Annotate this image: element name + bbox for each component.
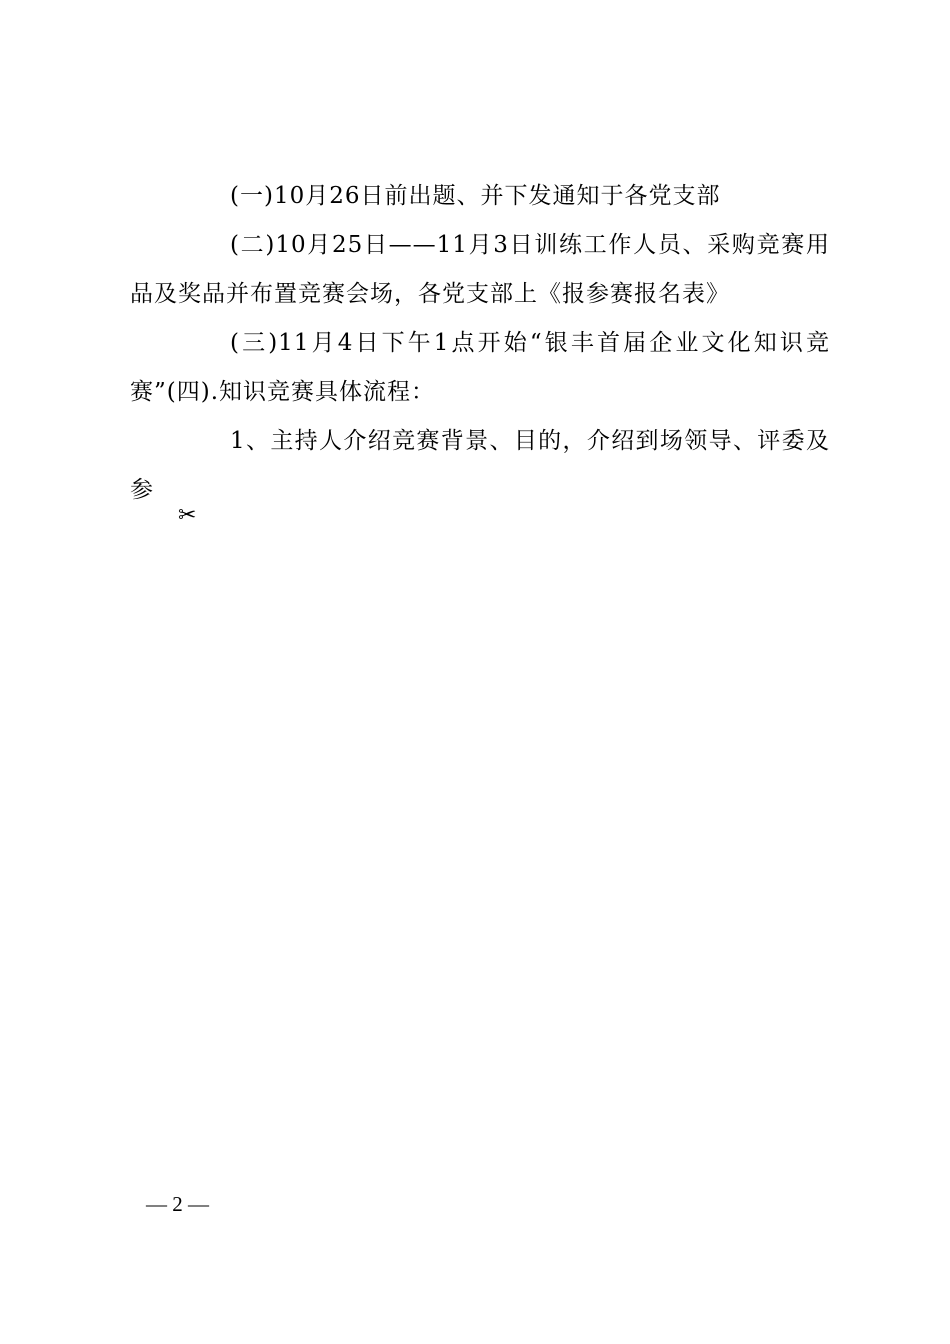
paragraph-2: (二)10月25日——11月3日训练工作人员、采购竞赛用品及奖品并布置竞赛会场，各党支部上《报参赛报名表》 [130,232,830,307]
document-body [130,172,830,515]
paragraph-3: (三)11月4日下午1点开始“银丰首届企业文化知识竞赛”(四).知识竞赛具体流程： [130,330,830,405]
scissors-icon: ✂ [178,503,197,528]
paragraph-4: 1、主持人介绍竞赛背景、目的，介绍到场领导、评委及参 [130,428,830,503]
paragraph-1: (一)10月26日前出题、并下发通知于各党支部 [230,183,721,209]
page-number: — 2 — [146,1192,209,1216]
